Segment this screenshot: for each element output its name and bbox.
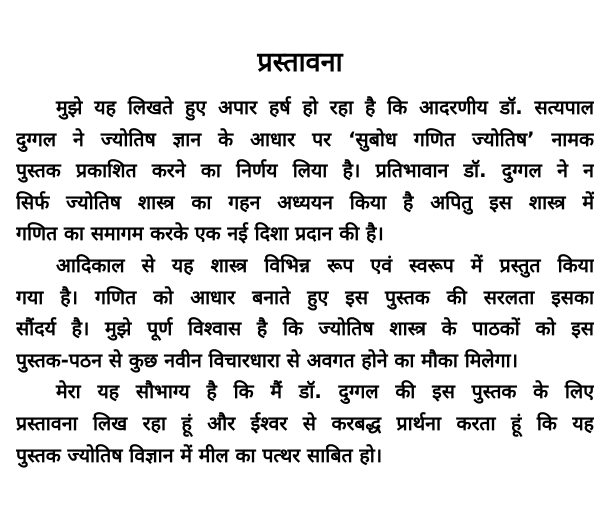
paragraph-line: प्रस्तावना लिख रहा हूं और ईश्वर से करबद्ध प्रार्थना करता हूं कि यह	[16, 411, 594, 435]
document-body	[16, 92, 594, 471]
paragraph-line: आदिकाल से यह शास्त्र विभिन्न रूप एवं स्वरूप में प्रस्तुत किया	[56, 253, 594, 277]
paragraph-line: पुस्तक ज्योतिष विज्ञान में मील का पत्थर साबित हो।	[16, 443, 383, 467]
paragraph-line: गणित का समागम करके एक नई दिशा प्रदान की है।	[16, 222, 384, 246]
paragraph-line: मुझे यह लिखते हुए अपार हर्ष हो रहा है कि आदरणीय डॉ. सत्यपाल	[56, 96, 594, 119]
paragraph-line: दुग्गल ने ज्योतिष ज्ञान के आधार पर ‘सुबोध गणित ज्योतिष’ नामक	[16, 127, 594, 151]
paragraph-2	[16, 250, 594, 376]
paragraph-line: गया है। गणित को आधार बनाते हुए इस पुस्तक की सरलता इसका	[16, 285, 594, 309]
page-title: प्रस्तावना	[257, 47, 343, 78]
paragraph-line: सिर्फ ज्योतिष शास्त्र का गहन अध्ययन किया है अपितु इस शास्त्र में	[16, 190, 594, 214]
paragraph-line: सौंदर्य है। मुझे पूर्ण विश्वास है कि ज्योतिष शास्त्र के पाठकों को इस	[16, 317, 594, 341]
paragraph-line: पुस्तक प्रकाशित करने का निर्णय लिया है। प्रतिभावान डॉ. दुग्गल ने न	[16, 159, 594, 183]
paragraph-line: पुस्तक-पठन से कुछ नवीन विचारधारा से अवगत होने का मौका मिलेगा।	[16, 348, 519, 372]
paragraph-1	[16, 92, 594, 250]
paragraph-line: मेरा यह सौभाग्य है कि मैं डॉ. दुग्गल की इस पुस्तक के लिए	[56, 380, 594, 404]
paragraph-3	[16, 376, 594, 471]
